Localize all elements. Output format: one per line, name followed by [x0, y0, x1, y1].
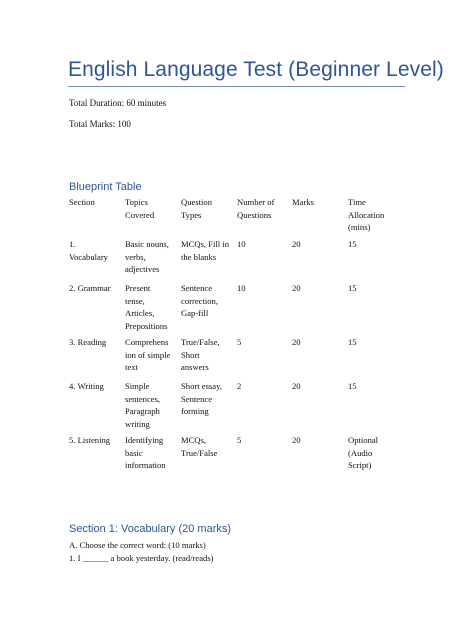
table-cell-time-line: Optional: [348, 435, 379, 445]
table-header-question-types: [181, 196, 237, 221]
table-cell-question-types-line: answers: [181, 362, 209, 373]
table-header-num-questions-line: Questions: [237, 209, 272, 220]
table-cell-question-types-line: True/False: [181, 447, 218, 458]
table-cell-question-types: [181, 434, 237, 459]
table-cell-topics: [125, 434, 180, 472]
table-header-time-line: Time: [348, 197, 366, 207]
table-cell-time-line: 15: [348, 337, 357, 347]
table-cell-time: [348, 434, 408, 472]
table-header-section-line: Section: [69, 197, 95, 207]
table-cell-topics-line: writing: [125, 418, 150, 429]
table-cell-question-types-line: forming: [181, 406, 209, 417]
table-cell-section-line: 1.: [69, 239, 76, 249]
table-cell-num-questions-line: 2: [237, 381, 242, 391]
table-cell-num-questions-line: 5: [237, 337, 242, 347]
table-header-num-questions: [237, 196, 292, 221]
blueprint-heading: Blueprint Table: [69, 181, 142, 193]
table-cell-topics-line: ion of simple: [125, 349, 171, 360]
table-cell-section: [69, 380, 124, 393]
table-cell-question-types-line: MCQs, Fill in: [181, 239, 229, 249]
table-cell-topics-line: tense,: [125, 295, 145, 306]
table-cell-section: [69, 434, 124, 447]
table-cell-time-line: (Audio: [348, 447, 373, 458]
table-cell-topics-line: information: [125, 460, 166, 471]
table-cell-section-line: 2. Grammar: [69, 283, 111, 293]
table-cell-question-types-line: Short essay,: [181, 381, 222, 391]
table-cell-topics-line: Comprehens: [125, 337, 169, 347]
table-cell-num-questions: [237, 282, 292, 295]
table-cell-question-types: [181, 238, 237, 263]
total-marks: Total Marks: 100: [69, 119, 131, 129]
table-cell-question-types-line: MCQs,: [181, 435, 207, 445]
table-cell-question-types-line: Short: [181, 349, 200, 360]
table-header-marks: [292, 196, 347, 209]
table-cell-num-questions: [237, 380, 292, 393]
table-cell-topics-line: Basic nouns,: [125, 239, 169, 249]
table-cell-num-questions: [237, 336, 292, 349]
table-cell-time: [348, 238, 408, 251]
table-cell-topics-line: sentences,: [125, 393, 161, 404]
table-cell-question-types-line: Sentence: [181, 393, 213, 404]
table-cell-time-line: 15: [348, 381, 357, 391]
table-header-time-line: Allocation: [348, 209, 385, 220]
table-cell-time: [348, 336, 408, 349]
table-header-section: [69, 196, 124, 209]
table-cell-topics-line: adjectives: [125, 264, 160, 275]
table-cell-section-line: Vocabulary: [69, 251, 108, 262]
table-header-marks-line: Marks: [292, 197, 314, 207]
table-cell-topics: [125, 238, 180, 276]
title-underline: [68, 86, 405, 87]
table-cell-time: [348, 282, 408, 295]
table-cell-marks-line: 20: [292, 381, 301, 391]
table-cell-num-questions: [237, 434, 292, 447]
table-cell-topics: [125, 336, 180, 374]
total-duration: Total Duration: 60 minutes: [69, 98, 167, 108]
table-cell-marks-line: 20: [292, 283, 301, 293]
table-cell-section-line: 3. Reading: [69, 337, 107, 347]
table-cell-topics: [125, 380, 180, 430]
table-cell-topics-line: Articles,: [125, 308, 155, 319]
table-cell-time-line: Script): [348, 460, 372, 471]
table-cell-section: [69, 282, 124, 295]
table-cell-question-types: [181, 380, 237, 418]
table-cell-question-types-line: Gap-fill: [181, 308, 209, 319]
table-cell-question-types-line: the blanks: [181, 251, 217, 262]
table-cell-topics-line: verbs,: [125, 251, 146, 262]
table-cell-question-types-line: Sentence: [181, 283, 213, 293]
table-cell-question-types-line: correction,: [181, 295, 218, 306]
table-cell-marks-line: 20: [292, 239, 301, 249]
table-cell-section-line: 4. Writing: [69, 381, 104, 391]
table-cell-question-types: [181, 282, 237, 320]
question-1: 1. I ______ a book yesterday. (read/reads): [69, 553, 214, 563]
table-cell-marks: [292, 282, 347, 295]
table-cell-topics-line: text: [125, 362, 138, 373]
table-cell-num-questions-line: 5: [237, 435, 242, 445]
document-title: English Language Test (Beginner Level): [68, 58, 444, 81]
section1-heading: Section 1: Vocabulary (20 marks): [69, 523, 232, 535]
table-header-num-questions-line: Number of: [237, 197, 275, 207]
table-cell-topics-line: basic: [125, 447, 143, 458]
table-cell-section-line: 5. Listening: [69, 435, 111, 445]
section1-instruction: A. Choose the correct word: (10 marks): [69, 540, 206, 550]
table-cell-question-types: [181, 336, 237, 374]
table-header-time: [348, 196, 408, 234]
table-cell-num-questions-line: 10: [237, 283, 246, 293]
table-cell-time-line: 15: [348, 283, 357, 293]
table-cell-marks: [292, 380, 347, 393]
table-cell-marks: [292, 336, 347, 349]
table-cell-topics-line: Present: [125, 283, 151, 293]
table-cell-topics-line: Prepositions: [125, 320, 168, 331]
table-cell-marks: [292, 434, 347, 447]
table-header-topics-line: Topics: [125, 197, 148, 207]
table-cell-topics-line: Simple: [125, 381, 150, 391]
table-header-time-line: (mins): [348, 222, 371, 233]
table-header-topics: [125, 196, 180, 221]
table-cell-question-types-line: True/False,: [181, 337, 220, 347]
table-header-question-types-line: Question: [181, 197, 213, 207]
table-cell-topics-line: Identifying: [125, 435, 164, 445]
table-cell-time: [348, 380, 408, 393]
table-cell-time-line: 15: [348, 239, 357, 249]
table-cell-marks-line: 20: [292, 337, 301, 347]
table-header-question-types-line: Types: [181, 209, 202, 220]
table-cell-topics-line: Paragraph: [125, 406, 160, 417]
table-cell-section: [69, 238, 124, 263]
table-cell-topics: [125, 282, 180, 332]
table-cell-marks: [292, 238, 347, 251]
table-cell-num-questions: [237, 238, 292, 251]
table-header-topics-line: Covered: [125, 209, 155, 220]
table-cell-marks-line: 20: [292, 435, 301, 445]
table-cell-num-questions-line: 10: [237, 239, 246, 249]
table-cell-section: [69, 336, 124, 349]
